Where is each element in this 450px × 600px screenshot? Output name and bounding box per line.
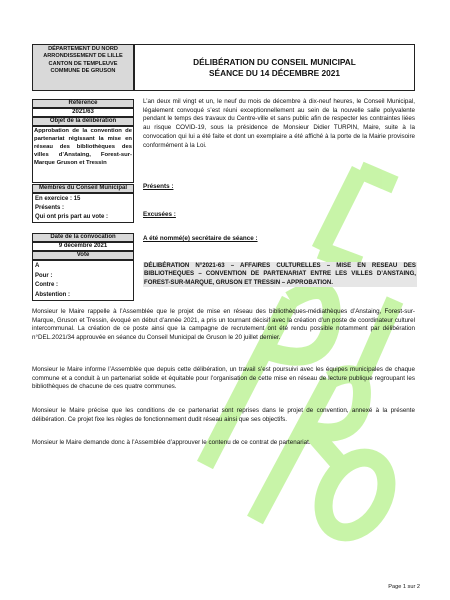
date-convocation-label: Date de la convocation xyxy=(32,233,134,242)
department-line: DÉPARTEMENT DU NORD xyxy=(48,46,118,52)
document-subtitle: SÉANCE DU 14 DÉCEMBRE 2021 xyxy=(209,68,340,78)
presents-count: Présents : xyxy=(35,205,65,211)
paragraph-precise: Monsieur le Maire précise que les conditions de ce partenariat sont reprises dans le projet de convention, annexé à la présente délibération. Ce projet fixe les règles de fonctionnement dudit réseau ainsi que ses objectifs. xyxy=(32,407,415,423)
reference-value: 2021/63 xyxy=(32,108,134,117)
vote-abstention: Abstention : xyxy=(35,291,70,298)
objet-label: Objet de la délibération xyxy=(32,117,134,126)
vote-label: Vote xyxy=(32,251,134,260)
membres-box xyxy=(32,193,134,223)
vote-contre: Contre : xyxy=(35,282,58,289)
paragraph-informe: Monsieur le Maire informe l’Assemblée que depuis cette délibération, un travail s’est poursuivi avec les équipes municipales de chaque commune et a conduit à un partenariat solide et équitable pour l’organisation de cette mise en réseau de lecture publique regroupant les bibliothèques de chacune de ces quatre communes. xyxy=(32,366,415,391)
membres-label: Membres du Conseil Municipal xyxy=(32,184,134,193)
date-convocation-value: 9 décembre 2021 xyxy=(32,242,134,251)
commune-line: COMMUNE DE GRUSON xyxy=(50,67,116,74)
paragraph-rappel: Monsieur le Maire rappelle à l’Assemblée que le projet de mise en réseau des bibliothèques-médiathèques d’Anstaing, Forest-sur-Marque, Gruson et Tressin, évoqué en début d’année 2021, a pris un tournant décisif avec la création d’un poste de coordinateur culturel intercommunal. La création de ce poste ainsi que la campagne de recrutement ont été rendu possible notamment par délibération n°DEL.2021/34 approuvée en séance du Conseil Municipal de Gruson le 20 juillet dernier. xyxy=(32,308,415,342)
arrondissement-line: ARRONDISSEMENT DE LILLE xyxy=(43,53,123,60)
qui-ont-pris-part: Qui ont pris part au vote : xyxy=(35,214,109,220)
secretaire-label: A été nommé(e) secrétaire de séance : xyxy=(143,235,258,242)
objet-text: Approbation de la convention de partenariat régissant la mise en réseau des bibliothèques des villes d’Anstaing, Forest-sur-Marque Gruson et Tressin xyxy=(32,126,134,183)
reference-label: Référence xyxy=(32,99,134,108)
paragraph-demande: Monsieur le Maire demande donc à l’Assemblée d’approuver le contenu de ce contrat de partenariat. xyxy=(32,439,311,446)
vote-pour: Pour : xyxy=(35,272,53,279)
document-title-box xyxy=(134,44,415,91)
page-number: Page 1 sur 2 xyxy=(388,584,420,590)
presents-label: Présents : xyxy=(143,183,174,190)
intro-paragraph: L’an deux mil vingt et un, le neuf du mois de décembre à dix-neuf heures, le Conseil Municipal, légalement convoqué s’est réuni exceptionnellement au sein de la nouvelle salle polyvalente pendant le temps des travaux du Centre-ville et sans public afin de respecter les contraintes liées au risque COVID-19, sous la présidence de Monsieur Didier TURPIN, Maire, suite à la convocation qui lui a été faite et dont un exemplaire a été affiché à la porte de la Mairie provisoire conformément à la Loi. xyxy=(143,98,415,149)
document-title: DÉLIBÉRATION DU CONSEIL MUNICIPAL xyxy=(193,57,356,67)
vote-box xyxy=(32,260,134,301)
excuses-label: Excusées : xyxy=(143,211,176,218)
en-exercice: En exercice : 15 xyxy=(35,196,81,202)
vote-a: A xyxy=(35,263,40,269)
department-header xyxy=(32,44,134,91)
canton-line: CANTON DE TEMPLEUVE xyxy=(48,60,118,67)
deliberation-heading: DÉLIBÉRATION N°2021-63 – AFFAIRES CULTURELLES – MISE EN RESEAU DES BIBLIOTHEQUES – CONVENTION DE PARTENARIAT ENTRE LES VILLES D’ANSTAING, FOREST-SUR-MARQUE, GRUSON ET TRESSIN – APPROBATION. xyxy=(144,262,416,286)
